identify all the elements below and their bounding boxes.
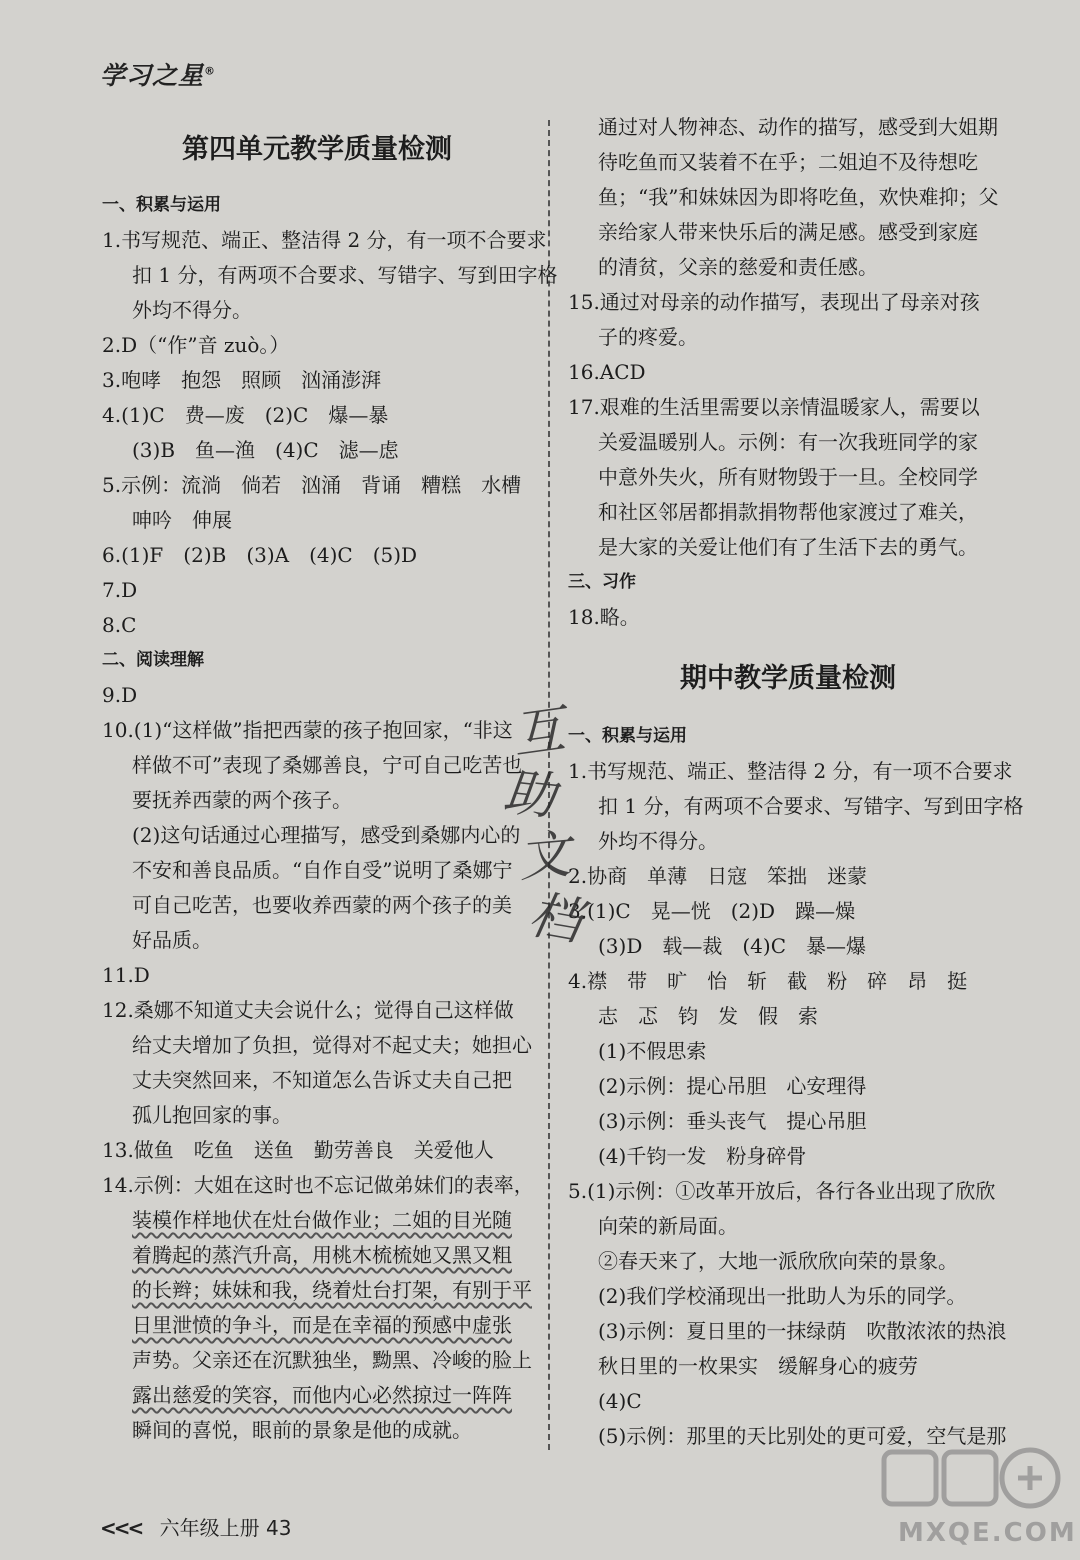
answer-line: 6.(1)F (2)B (3)A (4)C (5)D bbox=[102, 543, 418, 567]
answer-line: 的清贫，父亲的慈爱和责任感。 bbox=[598, 255, 878, 279]
answer-line: 的长辫；妹妹和我，绕着灶台打架，有别于平 bbox=[132, 1278, 532, 1302]
answer-line: 5.示例：流淌 倘若 汹涌 背诵 糟糕 水槽 bbox=[102, 473, 522, 497]
answer-line: 着腾起的蒸汽升高，用桃木梳梳她又黑又粗 bbox=[132, 1243, 512, 1267]
answer-line: 2.D（“作”音 zuò。） bbox=[102, 333, 290, 357]
answer-line: 12.桑娜不知道丈夫会说什么；觉得自己这样做 bbox=[102, 998, 514, 1022]
section-heading: 二、阅读理解 bbox=[102, 650, 204, 670]
answer-line: 向荣的新局面。 bbox=[598, 1214, 738, 1238]
answer-line: 3.(1)C 晃—恍 (2)D 躁—燥 bbox=[568, 899, 856, 923]
answer-line: 要抚养西蒙的两个孩子。 bbox=[132, 788, 352, 812]
section-heading: 一、积累与运用 bbox=[568, 726, 687, 746]
answer-line: 13.做鱼 吃鱼 送鱼 勤劳善良 关爱他人 bbox=[102, 1138, 494, 1162]
answer-line: 日里泄愤的争斗，而是在幸福的预感中虚张 bbox=[132, 1313, 512, 1337]
answer-line: (3)D 载—裁 (4)C 暴—爆 bbox=[598, 934, 866, 958]
watermark-logo bbox=[878, 1440, 1077, 1550]
answer-line: 孤儿抱回家的事。 bbox=[132, 1103, 292, 1127]
handwritten-char: 助 bbox=[500, 762, 559, 828]
answer-line: 声势。父亲还在沉默独坐，黝黑、冷峻的脸上 bbox=[132, 1348, 532, 1372]
handwritten-char: 文 bbox=[515, 824, 574, 890]
answer-line: 3.咆哮 抱怨 照顾 汹涌澎湃 bbox=[102, 368, 382, 392]
answer-line: (3)示例：夏日里的一抹绿荫 吹散浓浓的热浪 bbox=[598, 1319, 1007, 1343]
page-footer bbox=[100, 1512, 291, 1541]
handwritten-char: 档 bbox=[524, 884, 586, 953]
section-heading: 一、积累与运用 bbox=[102, 195, 221, 215]
answer-line: 10.(1)“这样做”指把西蒙的孩子抱回家，“非这 bbox=[102, 718, 513, 742]
left-column bbox=[102, 118, 558, 1448]
answer-line: 子的疼爱。 bbox=[598, 325, 698, 349]
answer-line: 9.D bbox=[102, 683, 138, 707]
answer-line: 5.(1)示例：①改革开放后，各行各业出现了欣欣 bbox=[568, 1179, 996, 1203]
answer-line: 和社区邻居都捐款捐物帮他家渡过了难关， bbox=[598, 500, 978, 524]
answer-line: (2)我们学校涌现出一批助人为乐的同学。 bbox=[598, 1284, 967, 1308]
handwritten-annotation bbox=[500, 690, 590, 953]
page-number: 43 bbox=[266, 1516, 292, 1540]
answer-line: 瞬间的喜悦，眼前的景象是他的成就。 bbox=[132, 1418, 472, 1442]
answer-line: 呻吟 伸展 bbox=[132, 508, 232, 532]
answer-line: 给丈夫增加了负担，觉得对不起丈夫；她担心 bbox=[132, 1033, 532, 1057]
answer-line: (3)示例：垂头丧气 提心吊胆 bbox=[598, 1109, 867, 1133]
answer-line: (4)千钧一发 粉身碎骨 bbox=[598, 1144, 807, 1168]
answer-line: 2.协商 单薄 日寇 笨拙 迷蒙 bbox=[568, 864, 868, 888]
answer-line: 16.ACD bbox=[568, 360, 646, 384]
answer-line: 可自己吃苦，也要收养西蒙的两个孩子的美 bbox=[132, 893, 512, 917]
answer-line: (3)B 鱼—渔 (4)C 滤—虑 bbox=[132, 438, 399, 462]
answer-line: 扣 1 分，有两项不合要求、写错字、写到田字格 bbox=[132, 263, 558, 287]
answer-line: 1.书写规范、端正、整洁得 2 分，有一项不合要求 bbox=[568, 759, 1013, 783]
answer-line: 志 忑 钧 发 假 索 bbox=[598, 1004, 818, 1028]
answer-line: 扣 1 分，有两项不合要求、写错字、写到田字格 bbox=[598, 794, 1024, 818]
grade-label: 六年级上册 bbox=[159, 1516, 260, 1540]
answer-line: 外均不得分。 bbox=[598, 829, 718, 853]
answer-line: 不安和善良品质。“自作自受”说明了桑娜宁 bbox=[132, 858, 513, 882]
answer-line: 15.通过对母亲的动作描写，表现出了母亲对孩 bbox=[568, 290, 980, 314]
answer-line: 样做不可”表现了桑娜善良，宁可自己吃苦也 bbox=[132, 753, 523, 777]
answer-line: 7.D bbox=[102, 578, 138, 602]
answer-line: (5)示例：那里的天比别处的更可爱，空气是那 bbox=[598, 1424, 1007, 1448]
answer-line: 鱼；“我”和妹妹因为即将吃鱼，欢快难抑；父 bbox=[598, 185, 999, 209]
answer-line: 4.(1)C 费—废 (2)C 爆—暴 bbox=[102, 403, 389, 427]
right-column bbox=[568, 110, 1024, 1454]
answer-line: 好品质。 bbox=[132, 928, 212, 952]
answer-line: 通过对人物神态、动作的描写，感受到大姐期 bbox=[598, 115, 998, 139]
answer-line: 露出慈爱的笑容，而他内心必然掠过一阵阵 bbox=[132, 1383, 512, 1407]
answer-line: 14.示例：大姐在这时也不忘记做弟妹们的表率， bbox=[102, 1173, 534, 1197]
arrows-icon: <<< bbox=[100, 1516, 142, 1540]
answer-line: 18.略。 bbox=[568, 605, 640, 629]
answer-line: 秋日里的一枚果实 缓解身心的疲劳 bbox=[598, 1354, 918, 1378]
answer-line: 中意外失火，所有财物毁于一旦。全校同学 bbox=[598, 465, 978, 489]
answer-line: (2)这句话通过心理描写，感受到桑娜内心的 bbox=[132, 823, 521, 847]
midterm-title: 期中教学质量检测 bbox=[680, 663, 896, 694]
answer-line: (4)C bbox=[598, 1389, 642, 1413]
answer-line: 外均不得分。 bbox=[132, 298, 252, 322]
watermark-text: MXQE.COM bbox=[898, 1518, 1077, 1548]
answer-line: 装模作样地伏在灶台做作业；二姐的目光随 bbox=[132, 1208, 512, 1232]
answer-line: 是大家的关爱让他们有了生活下去的勇气。 bbox=[598, 535, 978, 559]
answer-line: 17.艰难的生活里需要以亲情温暖家人，需要以 bbox=[568, 395, 980, 419]
answer-line: 关爱温暖别人。示例：有一次我班同学的家 bbox=[598, 430, 978, 454]
answer-line: 1.书写规范、端正、整洁得 2 分，有一项不合要求 bbox=[102, 228, 547, 252]
answer-line: (1)不假思索 bbox=[598, 1039, 707, 1063]
handwritten-char: 互 bbox=[508, 699, 569, 767]
section-heading: 三、习作 bbox=[568, 572, 636, 592]
unit4-title: 第四单元教学质量检测 bbox=[182, 134, 452, 165]
answer-line: 丈夫突然回来，不知道怎么告诉丈夫自己把 bbox=[132, 1068, 512, 1092]
answer-line: 亲给家人带来快乐后的满足感。感受到家庭 bbox=[598, 220, 978, 244]
answer-line: 11.D bbox=[102, 963, 150, 987]
watermark-icon bbox=[878, 1440, 1068, 1520]
answer-line: (2)示例：提心吊胆 心安理得 bbox=[598, 1074, 867, 1098]
brand-logo: 学习之星® bbox=[100, 61, 217, 90]
answer-line: 8.C bbox=[102, 613, 137, 637]
answer-line: 4.襟 带 旷 怡 斩 截 粉 碎 昂 挺 bbox=[568, 969, 968, 993]
answer-line: ②春天来了，大地一派欣欣向荣的景象。 bbox=[598, 1249, 958, 1273]
answer-line: 待吃鱼而又装着不在乎；二姐迫不及待想吃 bbox=[598, 150, 978, 174]
